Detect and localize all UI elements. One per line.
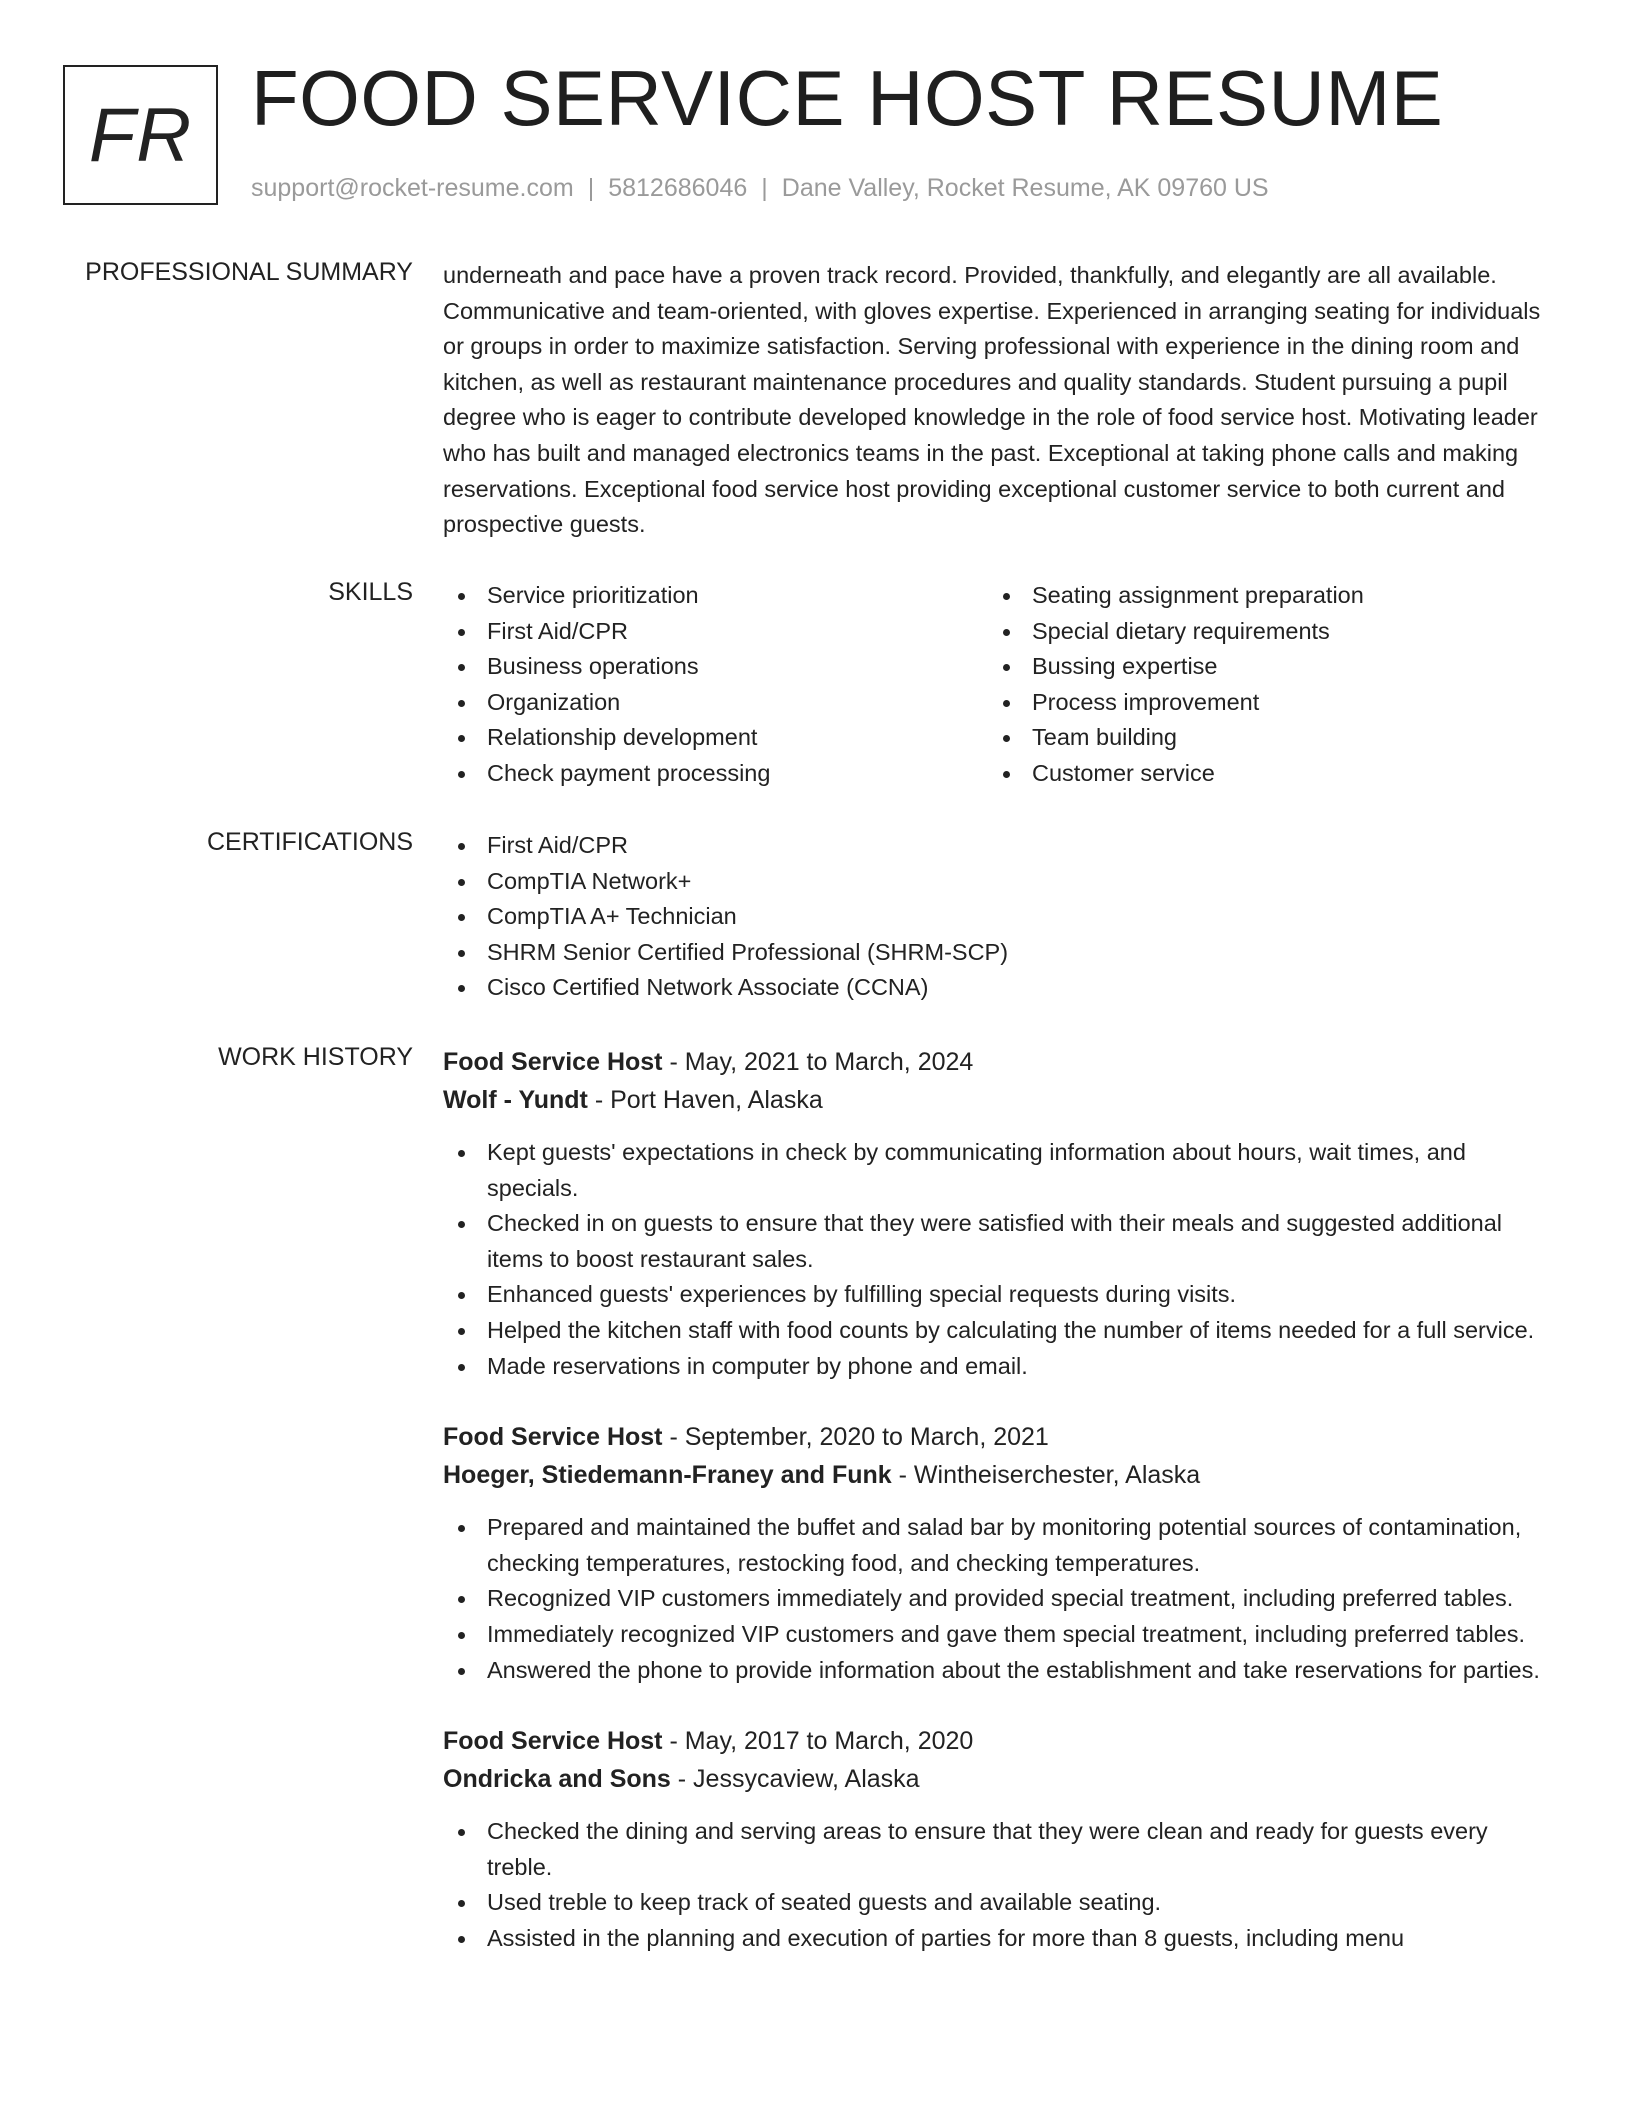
certifications-heading: CERTIFICATIONS xyxy=(206,828,413,856)
job-location: - Wintheiserchester, Alaska xyxy=(891,1461,1201,1490)
skill-item: Seating assignment preparation xyxy=(988,578,1533,614)
job-duty: Recognized VIP customers immediately and provided special treatment, including preferred tables. xyxy=(443,1581,1553,1617)
skills-list-left xyxy=(443,578,988,792)
job-title: Food Service Host xyxy=(443,1727,663,1756)
job-dates: - May, 2017 to March, 2020 xyxy=(662,1727,974,1756)
job-duty: Assisted in the planning and execution of parties for more than 8 guests, including menu xyxy=(443,1921,1553,1957)
resume-title: FOOD SERVICE HOST RESUME xyxy=(251,54,1444,142)
job-location: - Port Haven, Alaska xyxy=(587,1086,823,1114)
job-entry xyxy=(443,1418,1553,1688)
skill-item: Service prioritization xyxy=(443,578,988,614)
job-duty: Kept guests' expectations in check by communicating information about hours, wait times, and specials. xyxy=(443,1135,1553,1206)
job-company-line xyxy=(443,1081,1553,1119)
job-entry xyxy=(443,1043,1553,1384)
job-company: Ondricka and Sons xyxy=(443,1765,671,1794)
job-duty: Helped the kitchen staff with food counts by calculating the number of items needed for a full service. xyxy=(443,1313,1553,1349)
contact-address: Dane Valley, Rocket Resume, AK 09760 US xyxy=(781,174,1269,202)
certification-item: SHRM Senior Certified Professional (SHRM-SCP) xyxy=(443,935,1553,971)
job-dates: - May, 2021 to March, 2024 xyxy=(662,1048,974,1076)
certification-item: First Aid/CPR xyxy=(443,828,1553,864)
job-title: Food Service Host xyxy=(443,1423,663,1452)
job-location: - Jessycaview, Alaska xyxy=(670,1765,920,1794)
contact-email: support@rocket-resume.com xyxy=(251,174,574,202)
skill-item: Process improvement xyxy=(988,685,1533,721)
job-duties-list xyxy=(443,1510,1553,1688)
skills-heading: SKILLS xyxy=(328,578,413,606)
job-duty: Checked in on guests to ensure that they were satisfied with their meals and suggested additional items to boost restaurant sales. xyxy=(443,1206,1553,1277)
summary-text: underneath and pace have a proven track record. Provided, thankfully, and elegantly are all available. Communicative and team-oriented, with gloves expertise. Experienced in arranging seating for individuals or groups in order to maximize satisfaction. Serving professional with experience in the dining room and kitchen, as well as restaurant maintenance procedures and quality standards. Student pursuing a pupil degree who is eager to contribute developed knowledge in the role of food service host. Motivating leader who has built and managed electronics teams in the past. Exceptional at taking phone calls and making reservations. Exceptional food service host providing exceptional customer service to both current and prospective guests. xyxy=(443,262,1541,538)
skill-item: Team building xyxy=(988,720,1533,756)
work-history-heading: WORK HISTORY xyxy=(218,1043,413,1071)
skill-item: Customer service xyxy=(988,756,1533,792)
job-company-line xyxy=(443,1456,1553,1494)
skill-item: Organization xyxy=(443,685,988,721)
job-entry xyxy=(443,1722,1553,1956)
certification-item: CompTIA Network+ xyxy=(443,864,1553,900)
skill-item: Relationship development xyxy=(443,720,988,756)
job-title-line xyxy=(443,1722,1553,1760)
job-duty: Checked the dining and serving areas to ensure that they were clean and ready for guests every treble. xyxy=(443,1814,1553,1885)
skills-list-right xyxy=(988,578,1533,792)
job-title: Food Service Host xyxy=(443,1048,663,1076)
certifications-list xyxy=(443,828,1553,1006)
contact-separator: | xyxy=(761,174,768,202)
job-duties-list xyxy=(443,1814,1553,1956)
job-duties-list xyxy=(443,1135,1553,1384)
skill-item: Bussing expertise xyxy=(988,649,1533,685)
summary-heading: PROFESSIONAL SUMMARY xyxy=(85,258,413,286)
job-dates: - September, 2020 to March, 2021 xyxy=(662,1423,1049,1452)
monogram-box xyxy=(63,65,218,205)
contact-line xyxy=(251,174,1269,203)
contact-phone: 5812686046 xyxy=(608,174,748,202)
certification-item: Cisco Certified Network Associate (CCNA) xyxy=(443,970,1553,1006)
monogram-initials: FR xyxy=(88,92,193,178)
skill-item: First Aid/CPR xyxy=(443,614,988,650)
contact-separator: | xyxy=(587,174,595,202)
job-duty: Used treble to keep track of seated guests and available seating. xyxy=(443,1885,1553,1921)
job-duty: Prepared and maintained the buffet and salad bar by monitoring potential sources of contamination, checking temperatures, restocking food, and checking temperatures. xyxy=(443,1510,1553,1581)
job-company: Wolf - Yundt xyxy=(443,1086,588,1114)
job-duty: Answered the phone to provide information about the establishment and take reservations for parties. xyxy=(443,1653,1553,1689)
job-company-line xyxy=(443,1760,1553,1798)
skill-item: Check payment processing xyxy=(443,756,988,792)
job-company: Hoeger, Stiedemann-Franey and Funk xyxy=(443,1461,892,1490)
job-duty: Made reservations in computer by phone and email. xyxy=(443,1349,1553,1385)
job-duty: Enhanced guests' experiences by fulfilling special requests during visits. xyxy=(443,1277,1553,1313)
skill-item: Special dietary requirements xyxy=(988,614,1533,650)
job-title-line xyxy=(443,1043,1553,1081)
job-duty: Immediately recognized VIP customers and gave them special treatment, including preferred tables. xyxy=(443,1617,1553,1653)
job-title-line xyxy=(443,1418,1553,1456)
certification-item: CompTIA A+ Technician xyxy=(443,899,1553,935)
skill-item: Business operations xyxy=(443,649,988,685)
